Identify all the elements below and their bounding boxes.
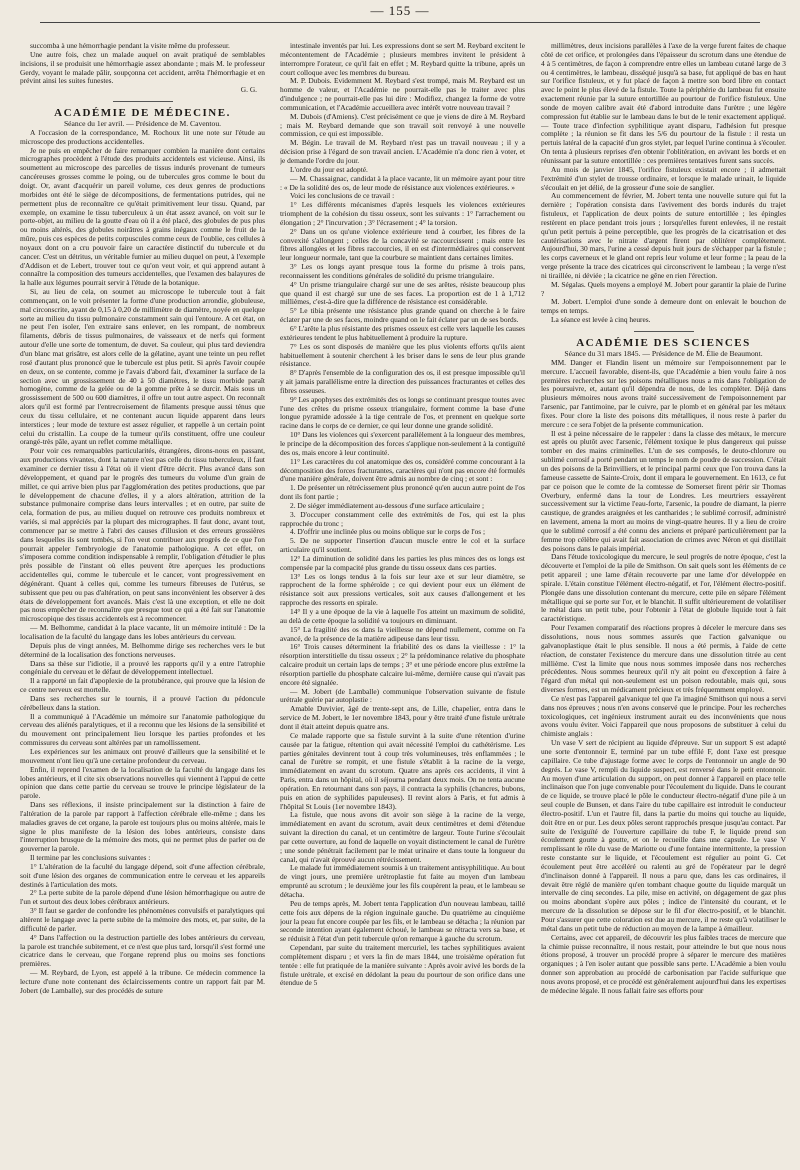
paragraph: Depuis plus de vingt années, M. Belhomme dirige ses recherches vers le but déterminé de la localisation des fonctions nerveuses. bbox=[20, 640, 265, 659]
paragraph: 4. D'offrir une inclinée plus ou moins oblique sur le corps de l'os ; bbox=[290, 527, 486, 537]
paragraph: L'ordre du jour est adopté. bbox=[290, 164, 368, 174]
paragraph: 11° Les caractères du col anatomique des os, considéré comme concourant à la décomposition des forces fracturantes, caractères qui n'ont pas encore été formulés d'une manière générale, doivent être admis au nombre de cinq ; et sont : bbox=[280, 456, 525, 484]
paragraph: 2° La perte subite de la parole dépend d'une lésion hémorrhagique ou autre de l'un et surtout des deux lobes cérébraux antérieurs. bbox=[20, 888, 265, 907]
paragraph: Certains, avec cet appareil, de découvrir les plus faibles traces de mercure que la chimie puisse reconnaître, il nous restait, pour atteindre le but que nous nous étions proposé, à trouver un procédé propre à séparer le mercure des matières organiques ; à l'en isoler autant que possible sans perte. L'Académie a bien voulu donner son approbation au procédé de carbonisation par l'acide sulfurique que nous avons proposé, et ce procédé est généralement aujourd'hui dans les expertises de médecine légale. Il nous fallait faire ses efforts pour bbox=[541, 932, 786, 995]
paragraph: Dans ses réflexions, il insiste principalement sur la distinction à faire de l'altération de la parole par rapport à l'affection cérébrale elle-même ; dans les maladies graves de cet organe, la parole est toujours plus ou moins altérée, mais le signe le plus manifeste de la lésion des lobes antérieurs, consiste dans l'interruption brusque de la mémoire des mots, qui ne permet plus de parler ou de gouverner la parole. bbox=[20, 800, 265, 854]
paragraph: 3° Les os longs ayant presque tous la forme du prisme à trois pans, reconnaissent les conditions générales de solidité du prisme triangulaire. bbox=[280, 262, 525, 280]
paragraph: millimètres, deux incisions parallèles à l'axe de la verge furent faites de chaque côté de cet orifice, et prolongées dans l'épaisseur du scrotum dans une étendue de 4 à 5 centimètres, de façon à comprendre entre elles un lambeau cutané large de 3 ou 4 centimètres, le lambeau, disséqué jusqu'à sa base, fut appliqué de bas en haut sur l'orifice fistuleux, et y fut placé de façon à mettre son bord libre en contact avec le point le plus élevé de la fistule. Toute la périphérie du lambeau fut ensuite exactement réunie par la suture entortillée au pourtour de l'orifice fistuleux. Une sonde de moyen calibre avait été d'abord introduite dans l'urètre ; une légère compression fut établie sur le lambeau dans le but de le tenir exactement appliqué. — Toute trace d'infection syphilitique ayant disparu, l'adhésion fut presque complète ; la réunion se fit dans les 5/6 du pourtour de la fistule : il resta un pertuis latéral de la capacité d'un gros stylet, par lequel l'urine continua à s'écouler. On tenta à plusieurs reprises d'en obtenir l'oblitération, en avivant les bords et en réunissant par la suture entortillée : ces premières tentatives furent sans succès. bbox=[541, 42, 786, 165]
paragraph: Pour voir ces remarquables particularités, étrangères, dirons-nous en passant, aux productions vivantes, dont la nature n'est pas celle du tissu tuberculeux, il faut examiner ce dernier tissu à l'état où il vient d'être décrit. Plus avancé dans son développement, et quand par le progrès des tumeurs du volume d'un grain de millet, ce qui arrive bien plus par l'agglomération des petites productions, que par le développement de chacune d'elles, il y a alors altération, attrition de la substance pulmonaire comprise dans leurs intervalles ; et en outre, par suite de cela, formation de pus, au milieu duquel on retrouve ces produits nombreux et variés, si mal appréciés par la plupart des micrographes. Il faut donc, avant tout, commencer par se mettre à l'abri des causes d'illusion et des erreurs grossières dans lesquelles ils sont tombés, si l'on veut contribuer aux progrès de ce que l'on pourrait appeler l'embryologie de l'anatomie pathologique. A cet effet, on s'imposera comme condition indispensable à remplir, l'obligation d'étudier le plus près possible de l'instant où elles peuvent être aperçues les productions accidentelles qui, comme le tubercule et le cancer, vont progressivement en dégénérant. Quant à celles qui, comme les tumeurs fibreuses de l'utérus, se subissent que peu ou pas d'altération, on peut sans inconvénient les observer à des états de développement fort avancés. Mais c'est là une exception, et elle ne doit pas nous empêcher de reconnaître que presque tout ce qui a été fait sur l'anatomie microscopique des tissus accidentels est à recommencer. bbox=[20, 446, 265, 624]
session-line: Séance du 31 mars 1845. — Présidence de M. Élie de Beaumont. bbox=[564, 349, 763, 358]
paragraph: Je ne puis en empêcher de faire remarquer combien la manière dont certains micrographes procèdent à l'étude des produits accidentels est vicieuse. Ainsi, ils soumettent au microscope des parcelles de tissus indurés provenant de tumeurs cancéreuses grosses comme le poing, ou de tubercules gros comme le bout du doigt. Or, avant d'acquérir un pareil volume, ces deux genres de productions morbides ont été le siège de décompositions, de fermentations putrides, qui ne permettent plus de reconnaître ce qu'était primitivement leur tissu. Quand, par exemple, on examine le tissu tuberculeux à un état assez avancé, on voit sur le porte-objet, au milieu de la goutte d'eau où il a été placé, des globules de pus plus ou moins altérés, des globules noirâtres à grains inégaux comme le fruit de la mûre, puis ces espèces de petits corpuscules comme ceux de l'oublie, ces cellules à noyaux dont on a cru pouvoir faire un caractère distinctif du tubercule et du cancer. C'est un détritus, un véritable fumier au milieu duquel on peut, à l'exemple d'Addison et de Lebert, trouver tout ce qu'on veut voir, et qui apprend autant à connaître la composition des tumeurs accidentelles, que l'examen des balayures de la halle aux légumes pourrait servir à l'étude de la botanique. bbox=[20, 145, 265, 288]
paragraph: 6° L'arête la plus résistante des prismes osseux est celle vers laquelle les causes extérieures tendent le plus habituellement à produire la rupture. bbox=[280, 324, 525, 342]
article-body bbox=[20, 129, 265, 996]
paragraph: Il est à peine nécessaire de le rappeler : dans la classe des métaux, le mercure est après ou plutôt avec l'arsenic, l'élément toxique le plus dangereux qui puisse tomber en des mains criminelles. L'un de ses composés, le deuto-chlorure ou sublimé corrosif a porté pendant un temps le nom de poudre de succession. C'était un des poisons de la Brinvilliers, et le principal parmi ceux que l'on trouva dans la fameuse cassette de Sainte-Croix, dont il empara le gouvernement. En 1613, ce fut par ce poison que le comte de la comtesse de Somerset firent périr sir Thomas Overbury, enfermé dans la tour de Londres. Les meurtriers essayèrent successivement sur la victime l'eau-forte, l'arsenic, la poudre de diamant, la pierre caustique, de grandes araignées et les cantharides ; le sublimé corrosif, administré en lavement, amena la mort au moins de vingt-quatre heures. Il y a lieu de croire que le sublimé corrosif a été connu des anciens et préparé particulièrement par la femme trop célèbre qui avait fait association de crimes avec Néron et qui distillait des poisons dans le palais impérial. bbox=[541, 428, 786, 553]
divider bbox=[113, 101, 173, 102]
paragraph: succomba à une hémorrhagie pendant la visite même du professeur. bbox=[30, 42, 230, 50]
divider bbox=[634, 331, 694, 332]
paragraph: Pour l'examen comparatif des réactions propres à déceler le mercure dans ses dissolutions, nous nous sommes assurés que l'action galvanique ou galvanoplastique était le plus sensible. Il nous a été permis, à l'aide de cette réaction, de constater l'existence du mercure dans une dissolution titrée au cent millième. C'est la limite que nous nous sommes imposée dans nos recherches précédentes. Nous sommes heureux qu'il n'y ait point eu d'exception à faire à l'égard d'un métal qui non-seulement est un poison redoutable, mais qui, sous diverses formes, est un médicament précieux et très fréquemment employé. bbox=[541, 623, 786, 695]
paragraph: 15° La fragilité des os dans la vieillesse ne dépend nullement, comme on l'a avancé, de la présence de la matière adipeuse dans leur tissu. bbox=[280, 624, 525, 643]
paragraph: Une autre fois, chez un malade auquel on avait pratiqué de semblables incisions, il se produisit une hémorrhagie assez abondante ; mais M. le professeur Gerdy, voyant le malade pâlir, soupçonna cet accident, arrêta l'hémorrhagie et en prévint ainsi les suites funestes. bbox=[20, 49, 265, 86]
paragraph: 12° La diminution de solidité dans les parties les plus minces des os longs est compensée par la compacité plus grande du tissu osseux dans ces parties. bbox=[280, 553, 525, 572]
paragraph: 3. D'occuper constamment celle des extrémités de l'os, qui est la plus rapprochée du tronc ; bbox=[280, 509, 525, 528]
paragraph: 7° Les os sont disposés de manière que les plus violents efforts qu'ils aient habituellement à soutenir cherchent à les briser dans le sens de leur plus grande résistance. bbox=[280, 341, 525, 369]
paragraph: Dans l'étude toxicologique du mercure, le seul progrès de notre époque, c'est la découverte et l'emploi de la pile de Smithson. On sait quels sont les éléments de ce petit appareil ; une lame d'étain recouverte par une lame d'or développée en spirale. L'étain constitue l'élément électro-négatif, et l'or, l'élément électro-positif. Plongée dans une dissolution contenant du mercure, cette pile en sépare l'élément métallique qui se porte sur l'or, et le blanchit. Il suffit ultérieurement de volatiliser le métal dans un petit tube, pour l'obtenir à l'état de globule liquide tout à fait caractéristique. bbox=[541, 552, 786, 624]
article-body bbox=[541, 359, 786, 996]
paragraph: Ce n'est pas l'appareil galvanique tel que l'a imaginé Smithson qui nous a servi dans nos épreuves ; nous n'en avons conservé que le principe. Pour les recherches toxicologiques, cet ingénieux instrument aurait eu des inconvénients que nous avons voulu éviter. Voici l'appareil que nous proposons de substituer à celui du chimiste anglais : bbox=[541, 693, 786, 739]
section-title-sciences: ACADÉMIE DES SCIENCES bbox=[576, 337, 751, 349]
paragraph: Au mois de janvier 1845, l'orifice fistuleux existait encore ; il admettait l'extrémité d'un stylet de trousse ordinaire, et lorsque le malade urinait, le liquide s'écoulait en jet délié, de la grosseur d'une soie de sanglier. bbox=[541, 164, 786, 192]
paragraph: Amable Duvivier, âgé de trente-sept ans, de Lille, chapelier, entra dans le service de M. Jobert, le 1er novembre 1843, pour y être traité d'une fistule urétrale dont il était atteint depuis quatre ans. bbox=[280, 704, 525, 731]
paragraph: 13° Les os longs tendus à la fois sur leur axe et sur leur diamètre, se rapprochent de la forme sphéroïde ; ce qui devient pour eux un élément de résistance soit aux pressions verticales, soit aux causes d'allongement et les rapproche des ressorts en spirale. bbox=[280, 571, 525, 608]
paragraph: M. Dubois (d'Amiens). C'est précisément ce que je viens de dire à M. Reybard ; mais M. Reybard demande que son travail soit renvoyé à une nouvelle commission, ce qui est impossible. bbox=[280, 111, 525, 139]
paragraph: Il termine par les conclusions suivantes : bbox=[30, 853, 151, 863]
paragraph: M. Ségalas. Quels moyens a employé M. Jobert pour garantir la plaie de l'urine ? bbox=[541, 279, 786, 298]
paragraph: 10° Dans les violences qui s'exercent parallèlement à la longueur des membres, le principe de la décomposition des forces s'applique non-seulement à la contiguïté des os, mais encore à leur continuité. bbox=[280, 430, 525, 457]
paragraph: Ce malade rapporte que sa fistule survint à la suite d'une rétention d'urine causée par la fatigue, rétention qui avait nécessité l'emploi du cathétérisme. Les parties génitales devinrent tout à coup très volumineuses, très enflammées ; le canal de l'urètre se rompit, et une fistule s'établit à la racine de la verge, immédiatement en avant du scrotum. Quatre ans après ces accidents, il vint à Paris, entra dans un hôpital, où il séjourna pendant deux mois. On ne tenta aucune opération. En retournant dans son pays, il contracta la syphilis (chancres, bubons, puis en ation de syphilides papuleuses). Il revint alors à Paris, et fut admis à l'hôpital St Louis (1er novembre 1843). bbox=[280, 730, 525, 811]
paragraph: A l'occasion de la correspondance, M. Rochoux lit une note sur l'étude au microscope des productions accidentelles. bbox=[20, 127, 265, 146]
paragraph: Il a communiqué à l'Académie un mémoire sur l'anatomie pathologique du cerveau des aliénés paralytiques, et il a reconnu que les lésions de la sensibilité et du mouvement ont principalement lieu lorsque les parties profondes et les commissures du cerveau sont altérées par un ramollissement. bbox=[20, 711, 265, 748]
header-rule bbox=[40, 22, 760, 23]
paragraph: Cependant, par suite du traitement mercuriel, les taches syphilitiques avaient complètement disparu ; et vers la fin de mars 1844, une troisième opération fut tentée : elle fut pratiquée de la manière suivante : Après avoir avivé les bords de la fistule urétrale, et excisé en dédolant la peau du pourtour de son orifice dans une étendue de 5 bbox=[280, 943, 525, 988]
paragraph: 16° Trois causes déterminent la friabilité des os dans la vieillesse : 1° la résorption interstitielle du tissu osseux ; 2° la prédominance relative du phosphate calcaire produit un certain laps de temps ; 3° et une période encore plus extrême la résorption partielle du phosphate calcaire lui-même, dernière cause qui n'avait pas encore été signalée. bbox=[280, 642, 525, 687]
paragraph: 9° Les apophyses des extrémités des os longs se continuant presque toutes avec l'une des crêtes du prisme osseux triangulaire, forment comme la base d'une longue pyramide adossée à la tige centrale de l'os, et prennent en quelque sorte racine dans le corps de ce dernier, ce qui leur donne une grande solidité. bbox=[280, 394, 525, 431]
paragraph: 4° Un prisme triangulaire chargé sur une de ses arêtes, résiste beaucoup plus que quand il est chargé sur une de ses faces. La proportion est de 1 à 1,712 millièmes, c'est-à-dire que la différence de résistance est considérable. bbox=[280, 279, 525, 307]
column-left bbox=[20, 42, 265, 1157]
paragraph: intestinale inventés par lui. Les expressions dont se sert M. Reybard excitent le mécontentement de l'Académie ; plusieurs membres invitent le président à interrompre l'orateur, ce qu'il fait en effet ; M. Reybard quitte la tribune, après un court colloque avec les membres du bureau. bbox=[280, 42, 525, 77]
paragraph: Dans sa thèse sur l'idiotie, il a prouvé les rapports qu'il y a entre l'atrophie congéniale du cerveau et le défaut de développement intellectuel. bbox=[20, 658, 265, 677]
paragraph: 1. De présenter un rétrécissement plus prononcé qu'en aucun autre point de l'os dont ils font partie ; bbox=[280, 483, 525, 502]
paragraph: La séance est levée à cinq heures. bbox=[551, 315, 651, 325]
session-line: Séance du 1er avril. — Présidence de M. Caventou. bbox=[63, 119, 222, 129]
paragraph: Voici les conclusions de ce travail : bbox=[290, 191, 395, 201]
paragraph: — M. Reybard, de Lyon, est appelé à la tribune. Ce médecin commence la lecture d'une note contenant des éclaircissements contre un rapport fait par M. Jobert (de Lamballe), sur des procédés de suture bbox=[20, 968, 265, 995]
section-title-medecine: ACADÉMIE DE MÉDECINE. bbox=[54, 107, 231, 120]
column-right bbox=[541, 42, 786, 1157]
paragraph: 5° Le tibia présente une résistance plus grande quand on cherche à le faire éclater par une de ses faces, moindre quand on le fait éclater par un de ses bords. bbox=[280, 306, 525, 325]
paragraph: 4° Dans l'affection ou la destruction partielle des lobes antérieurs du cerveau, la parole est tranchée subitement, et ce n'est que plus tard, lorsqu'il s'est formé une cicatrice dans le cerveau, que l'organe reprend plus ou moins ses fonctions premières. bbox=[20, 932, 265, 969]
paragraph: MM. Danger et Flandin lisent un mémoire sur l'empoisonnement par le mercure. L'accueil favorable, disent-ils, que l'Académie a bien voulu faire à nos premières recherches sur les poisons métalliques nous a mis dans l'obligation de les poursuivre, et, autant qu'il dépendra de nous, de les compléter. Déjà dans plusieurs mémoires nous avons traité successivement de l'empoisonnement par l'arsenic, par l'antimoine, par le cuivre, par le plomb et en général par les métaux fixes. Pour clore la liste des poisons dits métalliques, il nous reste à parler du mercure : ce sera l'objet de la présente communication. bbox=[541, 357, 786, 429]
paragraph: M. Bégin. Le travail de M. Reybard n'est pas un travail nouveau ; il y a décision prise à l'égard de son travail ancien. L'Académie n'a donc rien à voter, et je demande l'ordre du jour. bbox=[280, 138, 525, 165]
paragraph: 2° Dans un os qu'une violence extérieure tend à courber, les fibres de la convexité s'allongent ; celles de la concavité se raccourcissent ; mais entre les fibres allongées et les fibres raccourcies, il en est d'intermédiaires qui conservent leur longueur normale, tant que la courbure se maintient dans certaines limites. bbox=[280, 226, 525, 263]
paragraph: — M. Chassaignac, candidat à la place vacante, lit un mémoire ayant pour titre : « De la solidité des os, de leur mode de résistance aux violences extérieures. » bbox=[280, 173, 525, 192]
paragraph: Le malade fut immédiatement soumis à un traitement antisyphilitique. Au bout de vingt jours, une première urétroplastie fut faite au moyen d'un lambeau emprunté au scrotum ; le deuxième jour les fils coupèrent la peau, et le lambeau se détacha. bbox=[280, 863, 525, 899]
paragraph: M. Jobert. L'emploi d'une sonde à demeure dont on enlevait le bouchon de temps en temps. bbox=[541, 297, 786, 316]
paragraph: Un vase V sert de récipient au liquide d'épreuve. Sur un support S est adapté une sorte d'entonnoir E, terminé par un tube effilé F, dont l'axe est presque capillaire. Ce tube d'ajustage forme avec le corps de l'entonnoir un angle de 90 degrés. Le vase V, rempli du liquide suspect, est renversé dans le petit entonnoir. Au moyen d'une articulation du support, on peut donner à l'appareil en place telle inclinaison que l'on juge convenable pour l'écoulement du liquide. Dans le courant de ce liquide, se trouve placé le pôle le conducteur électro-négatif d'une pile à un seul couple de Bunsen, et dans l'aire du tube capillaire est introduit le conducteur électro-positif. L'un et l'autre fil, dans la partie du moins qui touche au liquide, doit être en or pur. Les deux pôles seront rapprochés presque jusqu'au contact. Par suite de l'exiguïté de l'ouverture capillaire du tube F, le liquide prend son écoulement goutte à goutte, et on le recueille dans une capsule. Le vase V remplissant le rôle du vase de Mariotte ou d'une fontaine intermittente, la pression reste constante sur le liquide, et l'écoulement est régulier au point G. Cet écoulement peut être accéléré ou ralenti au gré de l'opérateur par le degré d'inclinaison donné à l'appareil. Il nous a paru que, dans les cas ordinaires, il devait être réglé de manière qu'en tombant chaque goutte du liquide marquât un intervalle de cinq secondes. La pile, mise en activité, on dégagement de gaz plus ou moins abondant s'opère aux pôles ; indice de l'intensité du courant, et le mercure de la dissolution se dépose sur le fil d'or électro-positif, et le blanchit. Pour s'assurer que cette coloration est due au mercure, il ne reste qu'à volatiliser le métal dans un petit tube de réduction au moyen de la lampe à émailleur. bbox=[541, 738, 786, 933]
column-middle bbox=[280, 42, 525, 1157]
paragraph: 5. De ne supporter l'insertion d'aucun muscle entre le col et la surface articulaire qu'il soutient. bbox=[280, 536, 525, 555]
paragraph: 1° L'altération de la faculté du langage dépend, soit d'une affection cérébrale, soit d'une lésion des organes de communication entre le cerveau et les appareils destinés à l'articulation des mots. bbox=[20, 861, 265, 889]
paragraph: 14° Il y a une époque de la vie à laquelle l'os atteint un maximum de solidité, au delà de cette époque la solidité va toujours en diminuant. bbox=[280, 607, 525, 625]
paragraph: — M. Jobert (de Lamballe) communique l'observation suivante de fistule urétrale guérie par autoplastie : bbox=[280, 686, 525, 705]
paragraph: Peu de temps après, M. Jobert tenta l'application d'un nouveau lambeau, taillé cette fois aux dépens de la région inguinale gauche. Du quatrième au cinquième jour la peau fut encore coupée par les fils, et le lambeau se détacha ; la réunion par seconde intention ayant également échoué, le lambeau se rétracta vers sa base, et se réduisit à l'état d'un petit tubercule qu'on remarque à gauche du scrotum. bbox=[280, 898, 525, 944]
paragraph: Enfin, il reprend l'examen de la localisation de la faculté du langage dans les lobes antérieurs, et il cite six observations nouvelles qui viennent à l'appui de cette opinion que dans cette partie du cerveau se trouve le principe législateur de la parole. bbox=[20, 764, 265, 801]
page-number: — 155 — bbox=[370, 3, 430, 18]
paragraph: — M. Belhomme, candidat à la place vacante, lit un mémoire intitulé : De la localisation de la faculté du langage dans les lobes antérieurs du cerveau. bbox=[20, 623, 265, 641]
article-body bbox=[541, 42, 786, 325]
article-body bbox=[280, 42, 525, 988]
paragraph: Au commencement de février, M. Jobert tenta une nouvelle suture qui fut la dernière ; l'opération consista dans l'avivement des bords indurés du trajet fistuleux, et l'application de deux points de suture entortillée ; les épingles restèrent en place pendant trois jours ; lorsqu'elles furent enlevées, il ne restait qu'un petit pertuis à peine perceptible, que les progrès de la cicatrisation et des cautérisations avec le nitrate d'argent firent par oblitérer complètement. Aujourd'hui, 30 mars, l'urine a cessé depuis huit jours de s'échapper par la fistule ; les corps caverneux et le gland ont repris leur volume et leur forme ; la peau de la verge présente la trace des cicatrices qui circonscrivent le lambeau ; la verge n'est ni tiraillée, ni déviée ; la cicatrice ne gêne en rien l'érection. bbox=[541, 191, 786, 280]
author-initials: G. G. bbox=[240, 85, 257, 95]
newspaper-page bbox=[14, 30, 790, 1160]
paragraph: Les expériences sur les animaux ont prouvé d'ailleurs que la sensibilité et le mouvement n'ont lieu qu'à une certaine profondeur du cerveau. bbox=[20, 746, 265, 765]
paragraph: M. P. Dubois. Evidemment M. Reybard s'est trompé, mais M. Reybard est un homme de valeur, et l'Académie ne pourrait-elle pas le traiter avec plus d'indulgence ; ne pourrait-elle pas lui dire : Modifiez, changez la forme de votre communication, et l'Académie accueillera avec intérêt votre nouveau travail ? bbox=[280, 76, 525, 112]
paragraph: Si, au lieu de cela, on soumet au microscope le tubercule tout à fait commençant, on le voit présenter la forme d'une production arrondie, globuleuse, mal circonscrite, ayant de 0,15 à 0,20 de millimètre de diamètre, noyée en quelque sorte au milieu du tissu pulmonaire constamment sain qui l'entoure. A cet état, on ne peut l'en isoler, l'en extraire sans enlever, en les rompant, de nombreux filaments, débris de tissus pulmonaires, de vaisseaux et de nerfs qui forment autour d'elle une sorte de tomentum, de duvet. Sa couleur, qui plus tard deviendra d'un blanc mat grisâtre, est alors celle de la gélatine, ayant une teinte un peu reflet rosé d'autant plus prononcé que le tubercule est plus petit. Si après l'avoir coupée en deux, on se contente, comme je l'avais d'abord fait, d'examiner la surface de la section avec un grossissement de 40 à 50 diamètres, le tissu morbide paraît homogène, comme de la gelée ou de la gomme prête à se durcir. Mais sous un grossissement de 500 ou 600 diamètres, il offre un tout autre aspect. On reconnaît alors qu'il est formé par l'entrecroisement de filaments presque aussi ténus que ceux du tissu cellulaire, et ne contenant aucun liquide apparent dans leurs interstices ; leur mode de texture est assez régulier, et rappelle à un certain point celui du cristallin. La coupe de la tumeur qu'ils constituent, offre une couleur orangé-très pâle, ayant un reflet comme métallique. bbox=[20, 287, 265, 447]
paragraph: La fistule, que nous avons dit avoir son siège à la racine de la verge, immédiatement en avant du scrotum, avait deux centimètres et demi d'étendue suivant la direction du canal, et un centimètre de largeur. Toute l'urine s'écoulait par cette ouverture, au fond de laquelle on voyait distinctement le canal de l'urètre ; une sonde pénétrait facilement par le méat urinaire et dans toute la longueur du canal, qui n'avait éprouvé aucun rétrécissement. bbox=[280, 810, 525, 864]
paragraph: 8° D'après l'ensemble de la configuration des os, il est presque impossible qu'il y ait jamais parallélisme entre la direction des puissances fracturantes et celles des fibres osseuses. bbox=[280, 368, 525, 395]
paragraph: 3° Il faut se garder de confondre les phénomènes convulsifs et paralytiques qui altèrent le langage avec la perte subite de la mémoire des mots, et, par suite, de la difficulté de parler. bbox=[20, 906, 265, 933]
paragraph: Dans ses recherches sur le tournis, il a prouvé l'action du pédoncule cérébelleux dans la station. bbox=[20, 693, 265, 712]
paragraph: 2. De siéger immédiatement au-dessous d'une surface articulaire ; bbox=[290, 500, 485, 510]
paragraph: Il a rapporté un fait d'apoplexie de la protubérance, qui prouve que la lésion de ce centre nerveux est mortelle. bbox=[20, 676, 265, 695]
paragraph: 1° Les différents mécanismes d'après lesquels les violences extérieures triomphent de la cohésion du tissu osseux, sont les suivants : 1° l'arrachement ou élongation ; 2° l'incurvation ; 3° l'écrasement ; 4° la torsion. bbox=[280, 200, 525, 227]
